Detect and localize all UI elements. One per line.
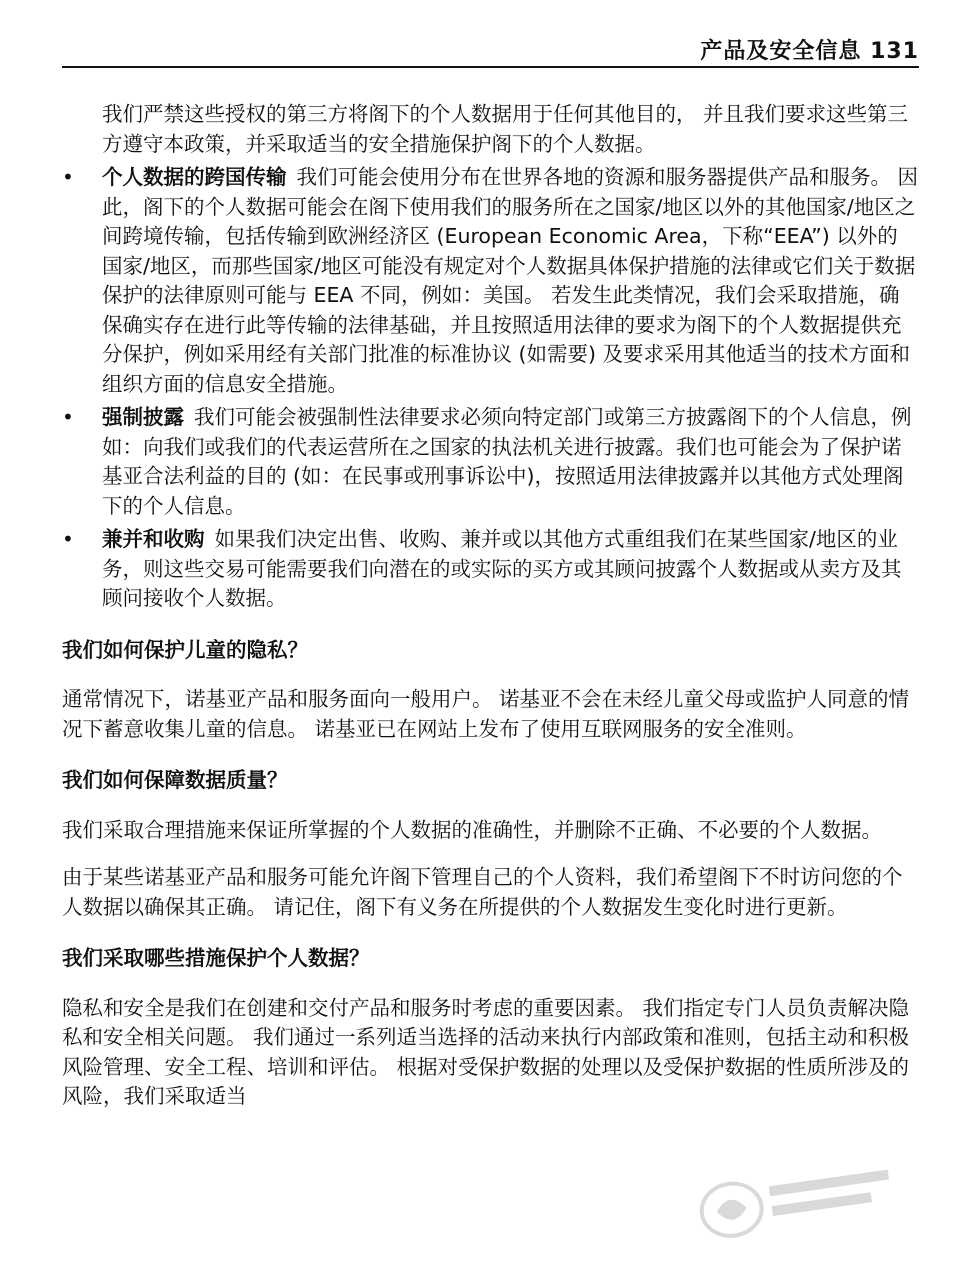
bullet-term: 强制披露	[102, 405, 184, 429]
section-paragraph: 我们采取合理措施来保证所掌握的个人数据的准确性，并删除不正确、不必要的个人数据。	[62, 817, 882, 842]
section-heading-data-protection: 我们采取哪些措施保护个人数据？	[62, 946, 370, 970]
bullet-list	[62, 163, 918, 614]
section-paragraph: 通常情况下，诺基亚产品和服务面向一般用户。 诺基亚不会在未经儿童父母或监护人同意的情况下蓄意收集儿童的信息。 诺基亚已在网站上发布了使用互联网服务的安全准则。	[62, 687, 910, 741]
bullet-item	[62, 403, 918, 521]
bullet-text: 我们可能会使用分布在世界各地的资源和服务器提供产品和服务。 因此，阁下的个人数据可能会在阁下使用我们的服务所在之国家/地区以外的其他国家/地区之间跨境传输，包括传输到欧洲经济区 (European Economic Area，下称“EEA”) 以外的国家/地区，而那些国家/地区可能没有规定对个人数据具体保护措施的法律或它们关于数据保护的法律原则可能与 EEA 不同，例如：美国。 若发生此类情况，我们会采取措施，确保确实存在进行此等传输的法律基础，并且按照适用法律的要求为阁下的个人数据提供充分保护，例如采用经有关部门批准的标准协议 (如需要) 及要求采用其他适当的技术方面和组织方面的信息安全措施。	[102, 165, 919, 396]
bullet-dot-icon: •	[62, 165, 74, 189]
section-heading-data-quality: 我们如何保障数据质量？	[62, 768, 288, 792]
bullet-dot-icon: •	[62, 405, 74, 429]
bullet-item	[62, 525, 918, 614]
section-paragraph: 隐私和安全是我们在创建和交付产品和服务时考虑的重要因素。 我们指定专门人员负责解决隐私和安全相关问题。 我们通过一系列适当选择的活动来执行内部政策和准则，包括主动和积极风险管理、安全工程、培训和评估。 根据对受保护数据的处理以及受保护数据的性质所涉及的风险，我们采取适当	[62, 995, 910, 1108]
bullet-term: 兼并和收购	[102, 527, 205, 551]
page-content	[62, 100, 918, 1130]
bullet-term: 个人数据的跨国传输	[102, 165, 287, 189]
intro-paragraph: 我们严禁这些授权的第三方将阁下的个人数据用于任何其他目的， 并且我们要求这些第三方遵守本政策，并采取适当的安全措施保护阁下的个人数据。	[102, 102, 909, 156]
bullet-text: 如果我们决定出售、收购、兼并或以其他方式重组我们在某些国家/地区的业务，则这些交易可能需要我们向潜在的或实际的买方或其顾问披露个人数据或从卖方及其顾问接收个人数据。	[102, 527, 902, 610]
page-header-title: 产品及安全信息 131	[700, 39, 919, 64]
section-heading-children-privacy: 我们如何保护儿童的隐私？	[62, 637, 308, 662]
bullet-dot-icon: •	[62, 527, 74, 551]
bullet-item	[62, 163, 918, 399]
section-paragraph: 由于某些诺基亚产品和服务可能允许阁下管理自己的个人资料，我们希望阁下不时访问您的个人数据以确保其正确。 请记住，阁下有义务在所提供的个人数据发生变化时进行更新。	[62, 865, 903, 919]
page-header	[62, 34, 919, 68]
bullet-text: 我们可能会被强制性法律要求必须向特定部门或第三方披露阁下的个人信息，例如：向我们或我们的代表运营所在之国家的执法机关进行披露。我们也可能会为了保护诺基亚合法利益的目的 (如：在民事或刑事诉讼中)，按照适用法律披露并以其他方式处理阁下的个人信息。	[102, 405, 912, 518]
watermark-logo-icon	[687, 1145, 916, 1255]
